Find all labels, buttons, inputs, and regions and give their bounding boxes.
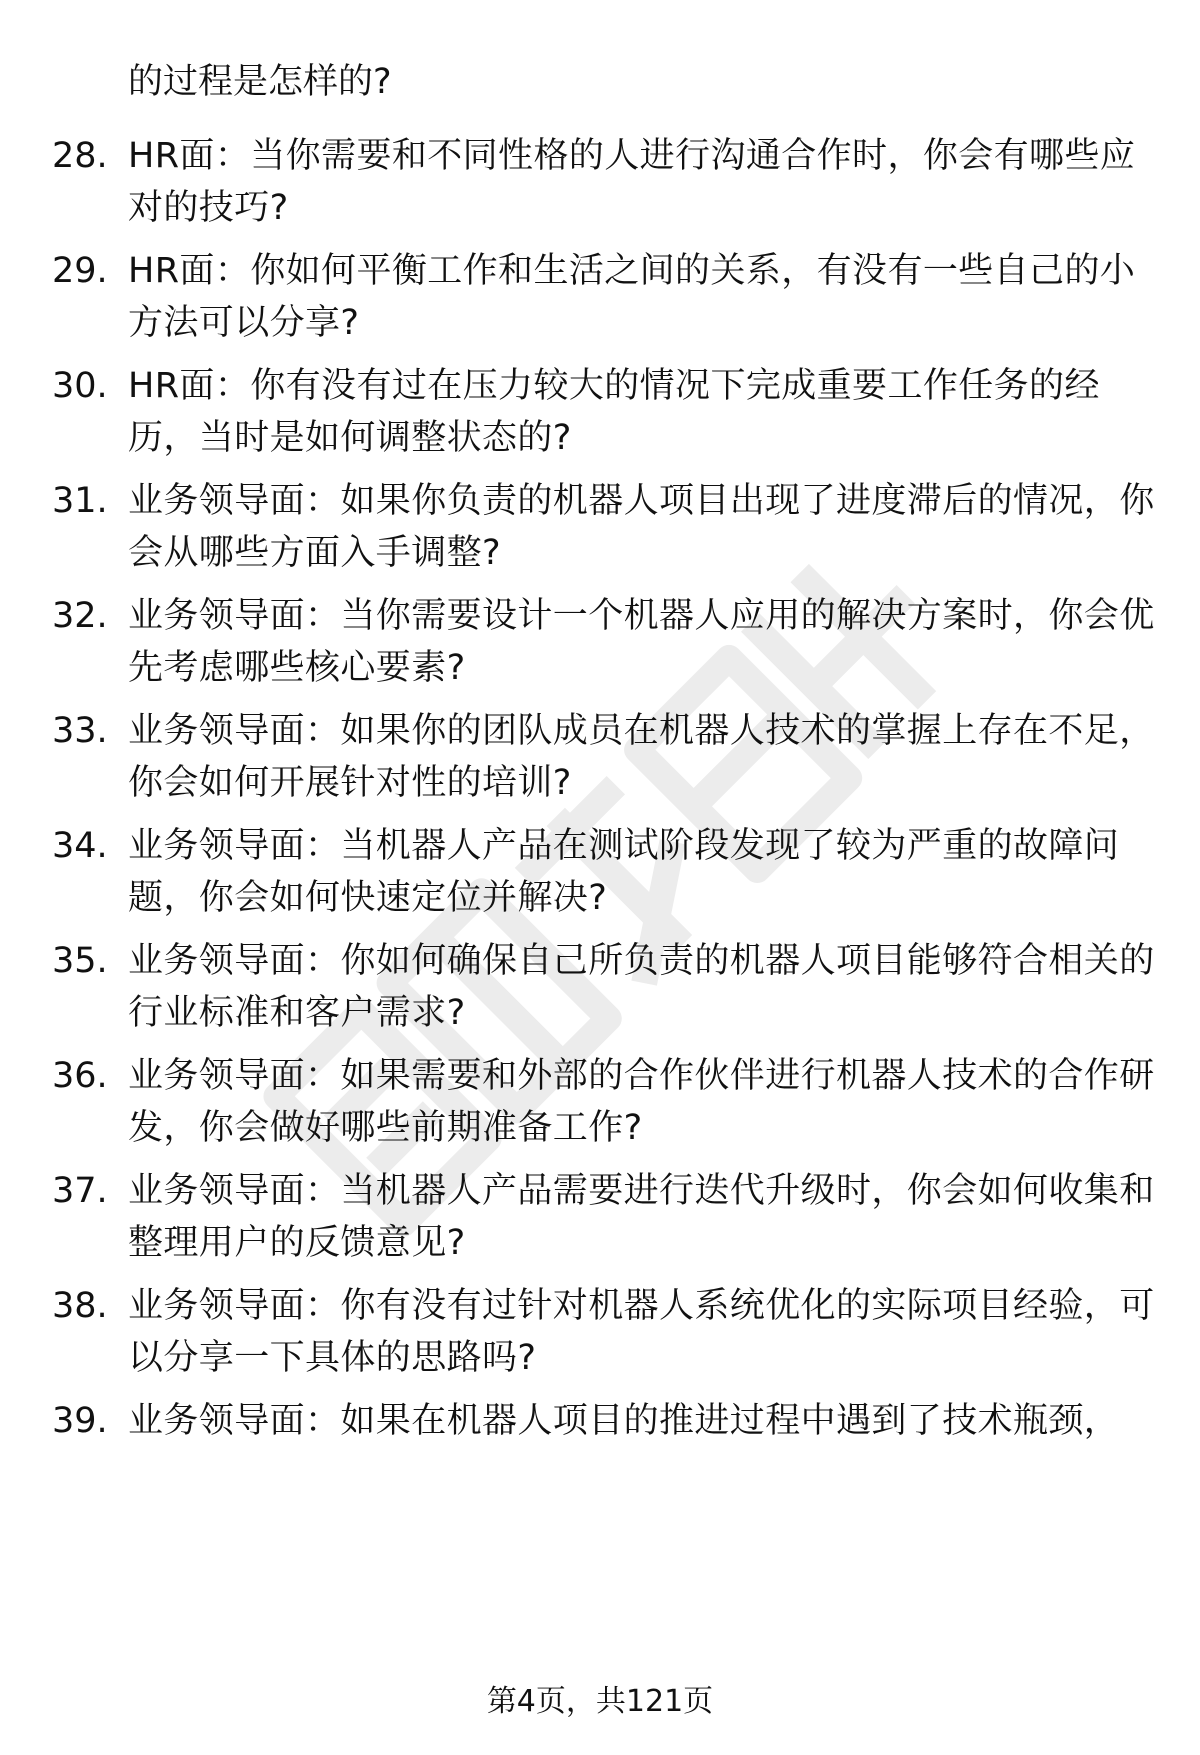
page-footer: 第4页，共121页 [486,1684,714,1719]
question-text: HR面：当你需要和不同性格的人进行沟通合作时，你会有哪些应对的技巧? [128,136,1136,228]
question-number: 31. [52,481,108,521]
question-number: 35. [52,941,108,981]
question-number: 32. [52,596,108,636]
question-number: 38. [52,1286,108,1326]
question-number: 37. [52,1171,108,1211]
question-number: 36. [52,1056,108,1096]
question-text: 业务领导面：你有没有过针对机器人系统优化的实际项目经验，可以分享一下具体的思路吗? [128,1286,1155,1378]
question-text: 业务领导面：当机器人产品在测试阶段发现了较为严重的故障问题，你会如何快速定位并解决? [128,826,1120,918]
question-number: 33. [52,711,108,751]
question-number: 28. [52,136,108,176]
question-text: HR面：你如何平衡工作和生活之间的关系，有没有一些自己的小方法可以分享? [128,251,1136,343]
question-number: 34. [52,826,108,866]
question-text: 业务领导面：如果你的团队成员在机器人技术的掌握上存在不足，你会如何开展针对性的培训? [128,711,1155,803]
continuation-text: 的过程是怎样的? [128,62,392,102]
question-text: 业务领导面：你如何确保自己所负责的机器人项目能够符合相关的行业标准和客户需求? [128,941,1155,1033]
question-text: 业务领导面：如果需要和外部的合作伙伴进行机器人技术的合作研发，你会做好哪些前期准备工作? [128,1056,1155,1148]
question-text: 业务领导面：当机器人产品需要进行迭代升级时，你会如何收集和整理用户的反馈意见? [128,1171,1155,1263]
question-text: 业务领导面：当你需要设计一个机器人应用的解决方案时，你会优先考虑哪些核心要素? [128,596,1155,688]
question-text: 业务领导面：如果在机器人项目的推进过程中遇到了技术瓶颈， [128,1401,1120,1441]
question-text: 业务领导面：如果你负责的机器人项目出现了进度滞后的情况，你会从哪些方面入手调整? [128,481,1155,573]
question-number: 29. [52,251,108,291]
question-text: HR面：你有没有过在压力较大的情况下完成重要工作任务的经历，当时是如何调整状态的? [128,366,1100,458]
question-number: 30. [52,366,108,406]
question-number: 39. [52,1401,108,1441]
